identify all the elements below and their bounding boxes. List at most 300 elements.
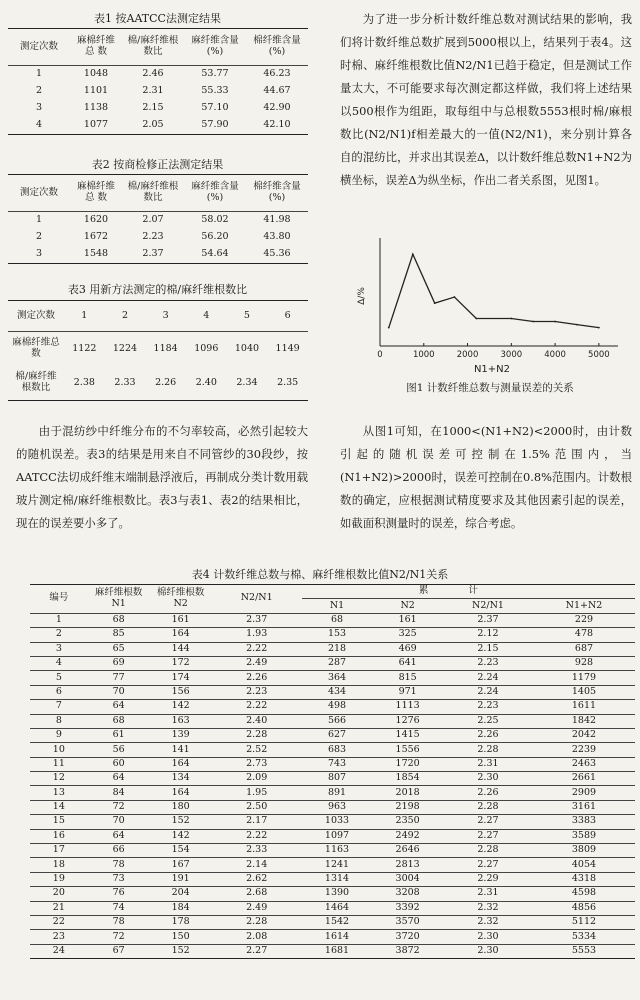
table4-cell: 2.23 (443, 656, 533, 670)
table2-cell: 1 (35, 214, 43, 226)
table4-cell: 1415 (372, 728, 443, 742)
table4-cell: 22 (30, 915, 88, 929)
table3-cell: 1184 (153, 342, 178, 354)
table4-cell: 6 (30, 685, 88, 699)
table4-cell: 74 (88, 901, 150, 915)
table4-cell: 70 (88, 815, 150, 829)
table4-cell: 641 (372, 656, 443, 670)
table4-cell: 64 (88, 700, 150, 714)
table1-header-row (8, 29, 308, 66)
table4-cell: 3161 (533, 800, 635, 814)
table4-cell: 14 (30, 800, 88, 814)
table4-cell: 24 (52, 945, 65, 956)
table4-cell: 66 (88, 844, 150, 858)
table1-cell: 2.46 (142, 68, 164, 80)
table4-cell: 627 (302, 728, 373, 742)
table1-header: 测定次数 (8, 29, 70, 66)
table2-cell: 2 (35, 231, 43, 243)
table3-cell: 2.26 (155, 376, 177, 388)
table4-cell: 1854 (372, 772, 443, 786)
table3-cell: 2 (105, 301, 146, 332)
table4-cell: 1.93 (212, 628, 302, 642)
table4-cell: 2.23 (443, 700, 533, 714)
table4-cell: 178 (150, 915, 212, 929)
y-axis-label: Δ/% (357, 287, 367, 305)
table3-cell: 2.38 (73, 376, 95, 388)
table4-cell: 2.23 (212, 685, 302, 699)
table2-header: 麻棉纤维总 数 (70, 175, 122, 212)
table4-cell: 65 (88, 642, 150, 656)
table4-cell: 2.29 (443, 872, 533, 886)
table1-caption: 表1 按AATCC法测定结果 (94, 12, 221, 25)
table4-header: N2/N1 (212, 585, 302, 614)
table4-cell: 1405 (533, 685, 635, 699)
table1-row (8, 83, 308, 100)
table4-cell: 971 (372, 685, 443, 699)
table1-cell: 57.10 (201, 102, 229, 114)
table3-cell: 2.35 (277, 376, 299, 388)
table4-cell: 287 (302, 656, 373, 670)
table4-cell: 154 (150, 844, 212, 858)
table2-cell: 58.02 (201, 214, 229, 226)
table4-cell: 85 (88, 628, 150, 642)
table4-cell: 229 (533, 613, 635, 627)
x-tick-label: 5000 (588, 350, 610, 360)
table1-row (8, 100, 308, 117)
table4-row (30, 887, 635, 901)
table4-cell: 478 (533, 628, 635, 642)
table1-cell: 55.33 (201, 85, 229, 97)
data-point (388, 327, 390, 329)
table4-cell: 72 (88, 800, 150, 814)
table4-cell: 174 (150, 671, 212, 685)
table2-cell: 2.07 (142, 214, 164, 226)
body-paragraph-right-2: 从图1可知，在1000<(N1+N2)<2000时，由计数引起的随机误差可控制在1.5%范围内，当(N1+N2)>2000时，误差可控制在0.8%范围内。计数根数的确定，应根据测试精度要求及其他因素引起的误差，如截面积测量时的误差，综合考虑。 (340, 424, 632, 530)
table4-cell: 141 (150, 743, 212, 757)
table4-cell: 3004 (372, 872, 443, 886)
table2-row (8, 246, 308, 264)
table3-caption: 表3 用新方法测定的棉/麻纤维根数比 (67, 283, 248, 296)
table4-cell: 161 (372, 613, 443, 627)
table4-cell: 2198 (372, 800, 443, 814)
table4-cell: 2.26 (443, 728, 533, 742)
table4-cell: 4598 (533, 887, 635, 901)
table4-cell: 7 (30, 700, 88, 714)
table4-cell: 2.31 (443, 887, 533, 901)
table4-cell: 1464 (302, 901, 373, 915)
table3-row (8, 301, 308, 332)
table4-cell: 64 (88, 772, 150, 786)
table4-row (30, 656, 635, 670)
table4-cell: 3720 (372, 930, 443, 944)
table4-cell: 2042 (533, 728, 635, 742)
table4-cell: 1614 (302, 930, 373, 944)
table4-cell: 1390 (302, 887, 373, 901)
table1-cell: 53.77 (201, 68, 229, 80)
table4-cell: 150 (150, 930, 212, 944)
table4-cell: 2018 (372, 786, 443, 800)
table4-cell: 16 (30, 829, 88, 843)
table4-cell: 566 (302, 714, 373, 728)
table4-cell: 67 (112, 945, 125, 956)
table4-cell: 498 (302, 700, 373, 714)
x-tick-label: 3000 (500, 350, 523, 360)
table4-header-row-1 (30, 585, 635, 599)
x-tick-label: 4000 (544, 350, 566, 360)
table4-cell: 21 (30, 901, 88, 915)
table4-cell: 891 (302, 786, 373, 800)
table1-cell: 2.15 (142, 102, 164, 114)
table3-row-label: 棉/麻纤维根数比 (15, 371, 57, 393)
table4-cell: 3589 (533, 829, 635, 843)
table4-cell: 142 (150, 829, 212, 843)
table4-cell: 2.27 (443, 829, 533, 843)
table1-cell: 44.67 (263, 85, 291, 97)
table4-cell: 78 (88, 858, 150, 872)
table4-cell: 17 (30, 844, 88, 858)
table4-cell: 61 (88, 728, 150, 742)
table4-cell: 156 (150, 685, 212, 699)
table4-row (30, 685, 635, 699)
table4-group-header (302, 585, 635, 599)
table4-cell: 153 (302, 628, 373, 642)
table3-cell: 4 (186, 301, 227, 332)
table4-cell: 172 (150, 656, 212, 670)
table4-cell: 2.52 (212, 743, 302, 757)
table1-cell: 2.05 (142, 119, 164, 131)
table4-cell: 73 (88, 872, 150, 886)
data-point (598, 327, 600, 329)
table3-body (8, 301, 308, 401)
table4-row (30, 872, 635, 886)
data-point (532, 321, 534, 323)
table4-cell: 68 (88, 714, 150, 728)
table4-cell: 2.28 (212, 915, 302, 929)
table4-row (30, 772, 635, 786)
table4-cell: 2.22 (212, 642, 302, 656)
table4-cell: 364 (302, 671, 373, 685)
table4-header: N1 (302, 599, 373, 613)
table4-row (30, 858, 635, 872)
table4-cell: 1179 (533, 671, 635, 685)
table1-cell: 1048 (83, 68, 109, 80)
table4-cell: 4318 (533, 872, 635, 886)
table4-cell: 2350 (372, 815, 443, 829)
table4-cell: 164 (150, 757, 212, 771)
table4-row (30, 786, 635, 800)
table4-cell: 2.28 (212, 728, 302, 742)
table4-cell: 1681 (324, 945, 350, 956)
data-point (576, 324, 578, 326)
table2-header: 棉/麻纤维根数比 (122, 175, 184, 212)
table1-row (8, 117, 308, 135)
table2-row (8, 229, 308, 246)
table4-cell: 164 (150, 628, 212, 642)
table4-header: 计 (468, 585, 518, 597)
x-tick-label: 1000 (412, 350, 435, 360)
x-tick-label: 2000 (456, 350, 479, 360)
table4-cell: 1611 (533, 700, 635, 714)
table4-cell: 4054 (533, 858, 635, 872)
table4-cell: 2 (30, 628, 88, 642)
table4-cell: 2.32 (443, 915, 533, 929)
table4-cell: 18 (30, 858, 88, 872)
body-paragraph-left: 由于混纺纱中纤维分布的不匀率较高，必然引起较大的随机误差。表3的结果是用来自不同管纱的30段纱，按AATCC法切成纤维末端制悬浮液后，再制成分类计数用载玻片测定棉/麻纤维根数比。表3与表1、表2的结果相比，现在的误差要小多了。 (16, 424, 308, 530)
table4-row (30, 743, 635, 757)
table4-cell: 4856 (533, 901, 635, 915)
x-axis-label: N1+N2 (473, 364, 511, 375)
table3-cell: 1149 (275, 342, 300, 354)
table1-header: 麻纤维含量(%) (184, 29, 246, 66)
table4-cell: 1720 (372, 757, 443, 771)
table3-cell: 6 (267, 301, 308, 332)
table4-cell: 2239 (533, 743, 635, 757)
table4-cell: 815 (372, 671, 443, 685)
table4-cell: 2.12 (443, 628, 533, 642)
table1-cell: 2.31 (142, 85, 164, 97)
table4-row (30, 642, 635, 656)
table4-cell: 60 (88, 757, 150, 771)
table2-cell: 1548 (83, 248, 109, 260)
table4-cell: 68 (302, 613, 373, 627)
table4-cell: 2.73 (212, 757, 302, 771)
table4-row (30, 815, 635, 829)
table4-row (30, 915, 635, 929)
table4-cell: 1 (30, 613, 88, 627)
table4-cell: 68 (88, 613, 150, 627)
table1-header: 棉纤维含量(%) (246, 29, 308, 66)
table1-cell: 3 (35, 102, 43, 114)
table4-cell: 152 (171, 945, 190, 956)
table4-cell: 687 (533, 642, 635, 656)
table4-cell: 2.15 (443, 642, 533, 656)
table4-cell: 2.09 (212, 772, 302, 786)
table4-cell: 9 (30, 728, 88, 742)
table4-cell: 469 (372, 642, 443, 656)
table4-cell: 683 (302, 743, 373, 757)
table4-header: 累 (418, 585, 469, 597)
table4-row (30, 930, 635, 944)
table4-cell: 204 (150, 887, 212, 901)
table1-cell: 1101 (83, 85, 109, 97)
table1-cell: 2 (35, 85, 43, 97)
table3 (8, 300, 308, 401)
table3-cell: 1040 (234, 342, 260, 354)
table4-cell: 69 (88, 656, 150, 670)
data-point (510, 318, 512, 320)
x-tick-label: 0 (377, 350, 383, 360)
data-point (554, 321, 556, 323)
table4-cell: 3809 (533, 844, 635, 858)
table2-cell: 2.23 (142, 231, 164, 243)
table4-cell: 2.68 (212, 887, 302, 901)
table4-cell: 184 (150, 901, 212, 915)
table4-cell: 134 (150, 772, 212, 786)
table4-cell: 78 (88, 915, 150, 929)
table4-row (30, 800, 635, 814)
table4-cell: 1276 (372, 714, 443, 728)
table4-cell: 72 (88, 930, 150, 944)
table4-row (30, 671, 635, 685)
table4-cell: 10 (30, 743, 88, 757)
table4-cell: 23 (30, 930, 88, 944)
table4-cell: 19 (30, 872, 88, 886)
table4-cell: 180 (150, 800, 212, 814)
table4-cell: 2.26 (443, 786, 533, 800)
table2-cell: 41.98 (263, 214, 291, 226)
table4-cell: 2661 (533, 772, 635, 786)
body-paragraph-right-1: 为了进一步分析计数纤维总数对测试结果的影响，我们将计数纤维总数扩展到5000根以上，结果列于表4。这时棉、麻纤维根数比值N2/N1已趋于稳定，但是测试工作量太大，不可能要求每次测定都这样做，我们将上述结果以500根作为组距，取每组中与总根数5553根时棉/麻根数比(N2/N1)f相差最大的一值(N2/N1)，来分别计算各自的混纺比，并求出其误差Δ，以计数纤维总数N1+N2为横坐标，误差Δ为纵坐标，作出二者关系图，见图1。 (340, 12, 632, 187)
table4-cell: 3392 (372, 901, 443, 915)
table4-cell: 3570 (372, 915, 443, 929)
table4-cell: 76 (88, 887, 150, 901)
table2-header: 棉纤维含量(%) (246, 175, 308, 212)
table4-body (30, 613, 635, 958)
table4-row (30, 844, 635, 858)
table1-cell: 46.23 (263, 68, 291, 80)
table1-cell: 1138 (83, 102, 109, 114)
table4-row (30, 829, 635, 843)
table1-cell: 1077 (83, 119, 109, 131)
table4-cell: 15 (30, 815, 88, 829)
table4-cell: 1113 (372, 700, 443, 714)
table4 (30, 584, 635, 959)
table4-cell: 20 (30, 887, 88, 901)
table4-cell: 2.14 (212, 858, 302, 872)
table4-row (30, 901, 635, 915)
figure1-chart (350, 234, 625, 379)
data-point (412, 253, 414, 255)
table4-cell: 2.33 (212, 844, 302, 858)
table3-cell: 2.40 (195, 376, 217, 388)
table4-cell: 2.28 (443, 800, 533, 814)
table3-row-label: 麻棉纤维总 数 (12, 337, 60, 359)
table4-cell: 5 (30, 671, 88, 685)
table4-cell: 1097 (302, 829, 373, 843)
table2-cell: 45.36 (263, 248, 291, 260)
table4-cell: 3383 (533, 815, 635, 829)
table4-cell: 743 (302, 757, 373, 771)
table4-header: 麻纤维根数N1 (88, 585, 150, 614)
table1-cell: 4 (35, 119, 43, 131)
table3-cell: 1096 (194, 342, 219, 354)
table1 (8, 28, 308, 135)
table4-cell: 2.08 (212, 930, 302, 944)
table4-cell: 5334 (533, 930, 635, 944)
table4-row (30, 714, 635, 728)
table4-cell: 163 (150, 714, 212, 728)
table3-cell: 2.33 (114, 376, 136, 388)
table4-cell: 2.49 (212, 901, 302, 915)
figure1-caption: 图1 计数纤维总数与测量误差的关系 (406, 382, 574, 394)
table4-cell: 167 (150, 858, 212, 872)
table4-cell: 2492 (372, 829, 443, 843)
table4-cell: 8 (30, 714, 88, 728)
table4-cell: 2.30 (443, 930, 533, 944)
table4-cell: 2646 (372, 844, 443, 858)
table4-cell: 2.50 (212, 800, 302, 814)
table4-cell: 2.30 (443, 772, 533, 786)
table4-cell: 70 (88, 685, 150, 699)
table1-cell: 57.90 (201, 119, 229, 131)
table4-cell: 56 (88, 743, 150, 757)
table3-row (8, 366, 308, 401)
table4-cell: 2.24 (443, 671, 533, 685)
table2-cell: 56.20 (201, 231, 229, 243)
table4-cell: 3 (30, 642, 88, 656)
table4-header: 棉纤维根数N2 (150, 585, 212, 614)
table4-header: 编号 (30, 585, 88, 614)
table1-cell: 42.90 (263, 102, 291, 114)
table3-cell: 2.34 (236, 376, 258, 388)
table4-cell: 2463 (533, 757, 635, 771)
table4-cell: 1241 (302, 858, 373, 872)
table1-cell: 42.10 (263, 119, 291, 131)
table4-cell: 2.49 (212, 656, 302, 670)
table2-body (8, 212, 308, 264)
table4-cell: 161 (150, 613, 212, 627)
table2 (8, 174, 308, 264)
table4-cell: 2.37 (212, 613, 302, 627)
table2-caption: 表2 按商检修正法测定结果 (91, 158, 224, 171)
table2-cell: 2.37 (142, 248, 164, 260)
table4-row (30, 628, 635, 642)
table4-cell: 164 (150, 786, 212, 800)
table4-cell: 2.26 (212, 671, 302, 685)
table3-row-label: 测定次数 (8, 301, 64, 332)
table3-row (8, 332, 308, 367)
table4-cell: 2.28 (443, 844, 533, 858)
table4-cell: 2909 (533, 786, 635, 800)
table4-cell: 144 (150, 642, 212, 656)
table4-cell: 152 (150, 815, 212, 829)
table3-cell: 1122 (72, 342, 97, 354)
table4-header: N2/N1 (443, 599, 533, 613)
table4-cell: 2.31 (443, 757, 533, 771)
table1-body (8, 66, 308, 135)
table4-cell: 2.27 (443, 815, 533, 829)
table2-cell: 1620 (83, 214, 109, 226)
table2-header-row (8, 175, 308, 212)
table4-cell: 2.22 (212, 829, 302, 843)
table4-cell: 2.25 (443, 714, 533, 728)
table4-cell: 5553 (571, 945, 597, 956)
table4-cell: 218 (302, 642, 373, 656)
table3-cell: 1224 (112, 342, 138, 354)
table4-cell: 3872 (395, 945, 420, 956)
table4-row (30, 944, 635, 958)
table4-cell: 64 (88, 829, 150, 843)
table4-cell: 1033 (302, 815, 373, 829)
table4-cell: 139 (150, 728, 212, 742)
table4-cell: 325 (372, 628, 443, 642)
table4-row (30, 728, 635, 742)
table1-header: 麻棉纤维总 数 (70, 29, 122, 66)
table1-cell: 1 (35, 68, 43, 80)
table4-cell: 963 (302, 800, 373, 814)
table3-cell: 5 (227, 301, 268, 332)
table4-row (30, 757, 635, 771)
table4-cell: 2.40 (212, 714, 302, 728)
table4-cell: 434 (302, 685, 373, 699)
table4-cell: 807 (302, 772, 373, 786)
table4-cell: 191 (150, 872, 212, 886)
table2-header: 麻纤维含量(%) (184, 175, 246, 212)
table4-cell: 1542 (302, 915, 373, 929)
table3-cell: 3 (145, 301, 186, 332)
table4-cell: 1.95 (212, 786, 302, 800)
table4-cell: 84 (88, 786, 150, 800)
